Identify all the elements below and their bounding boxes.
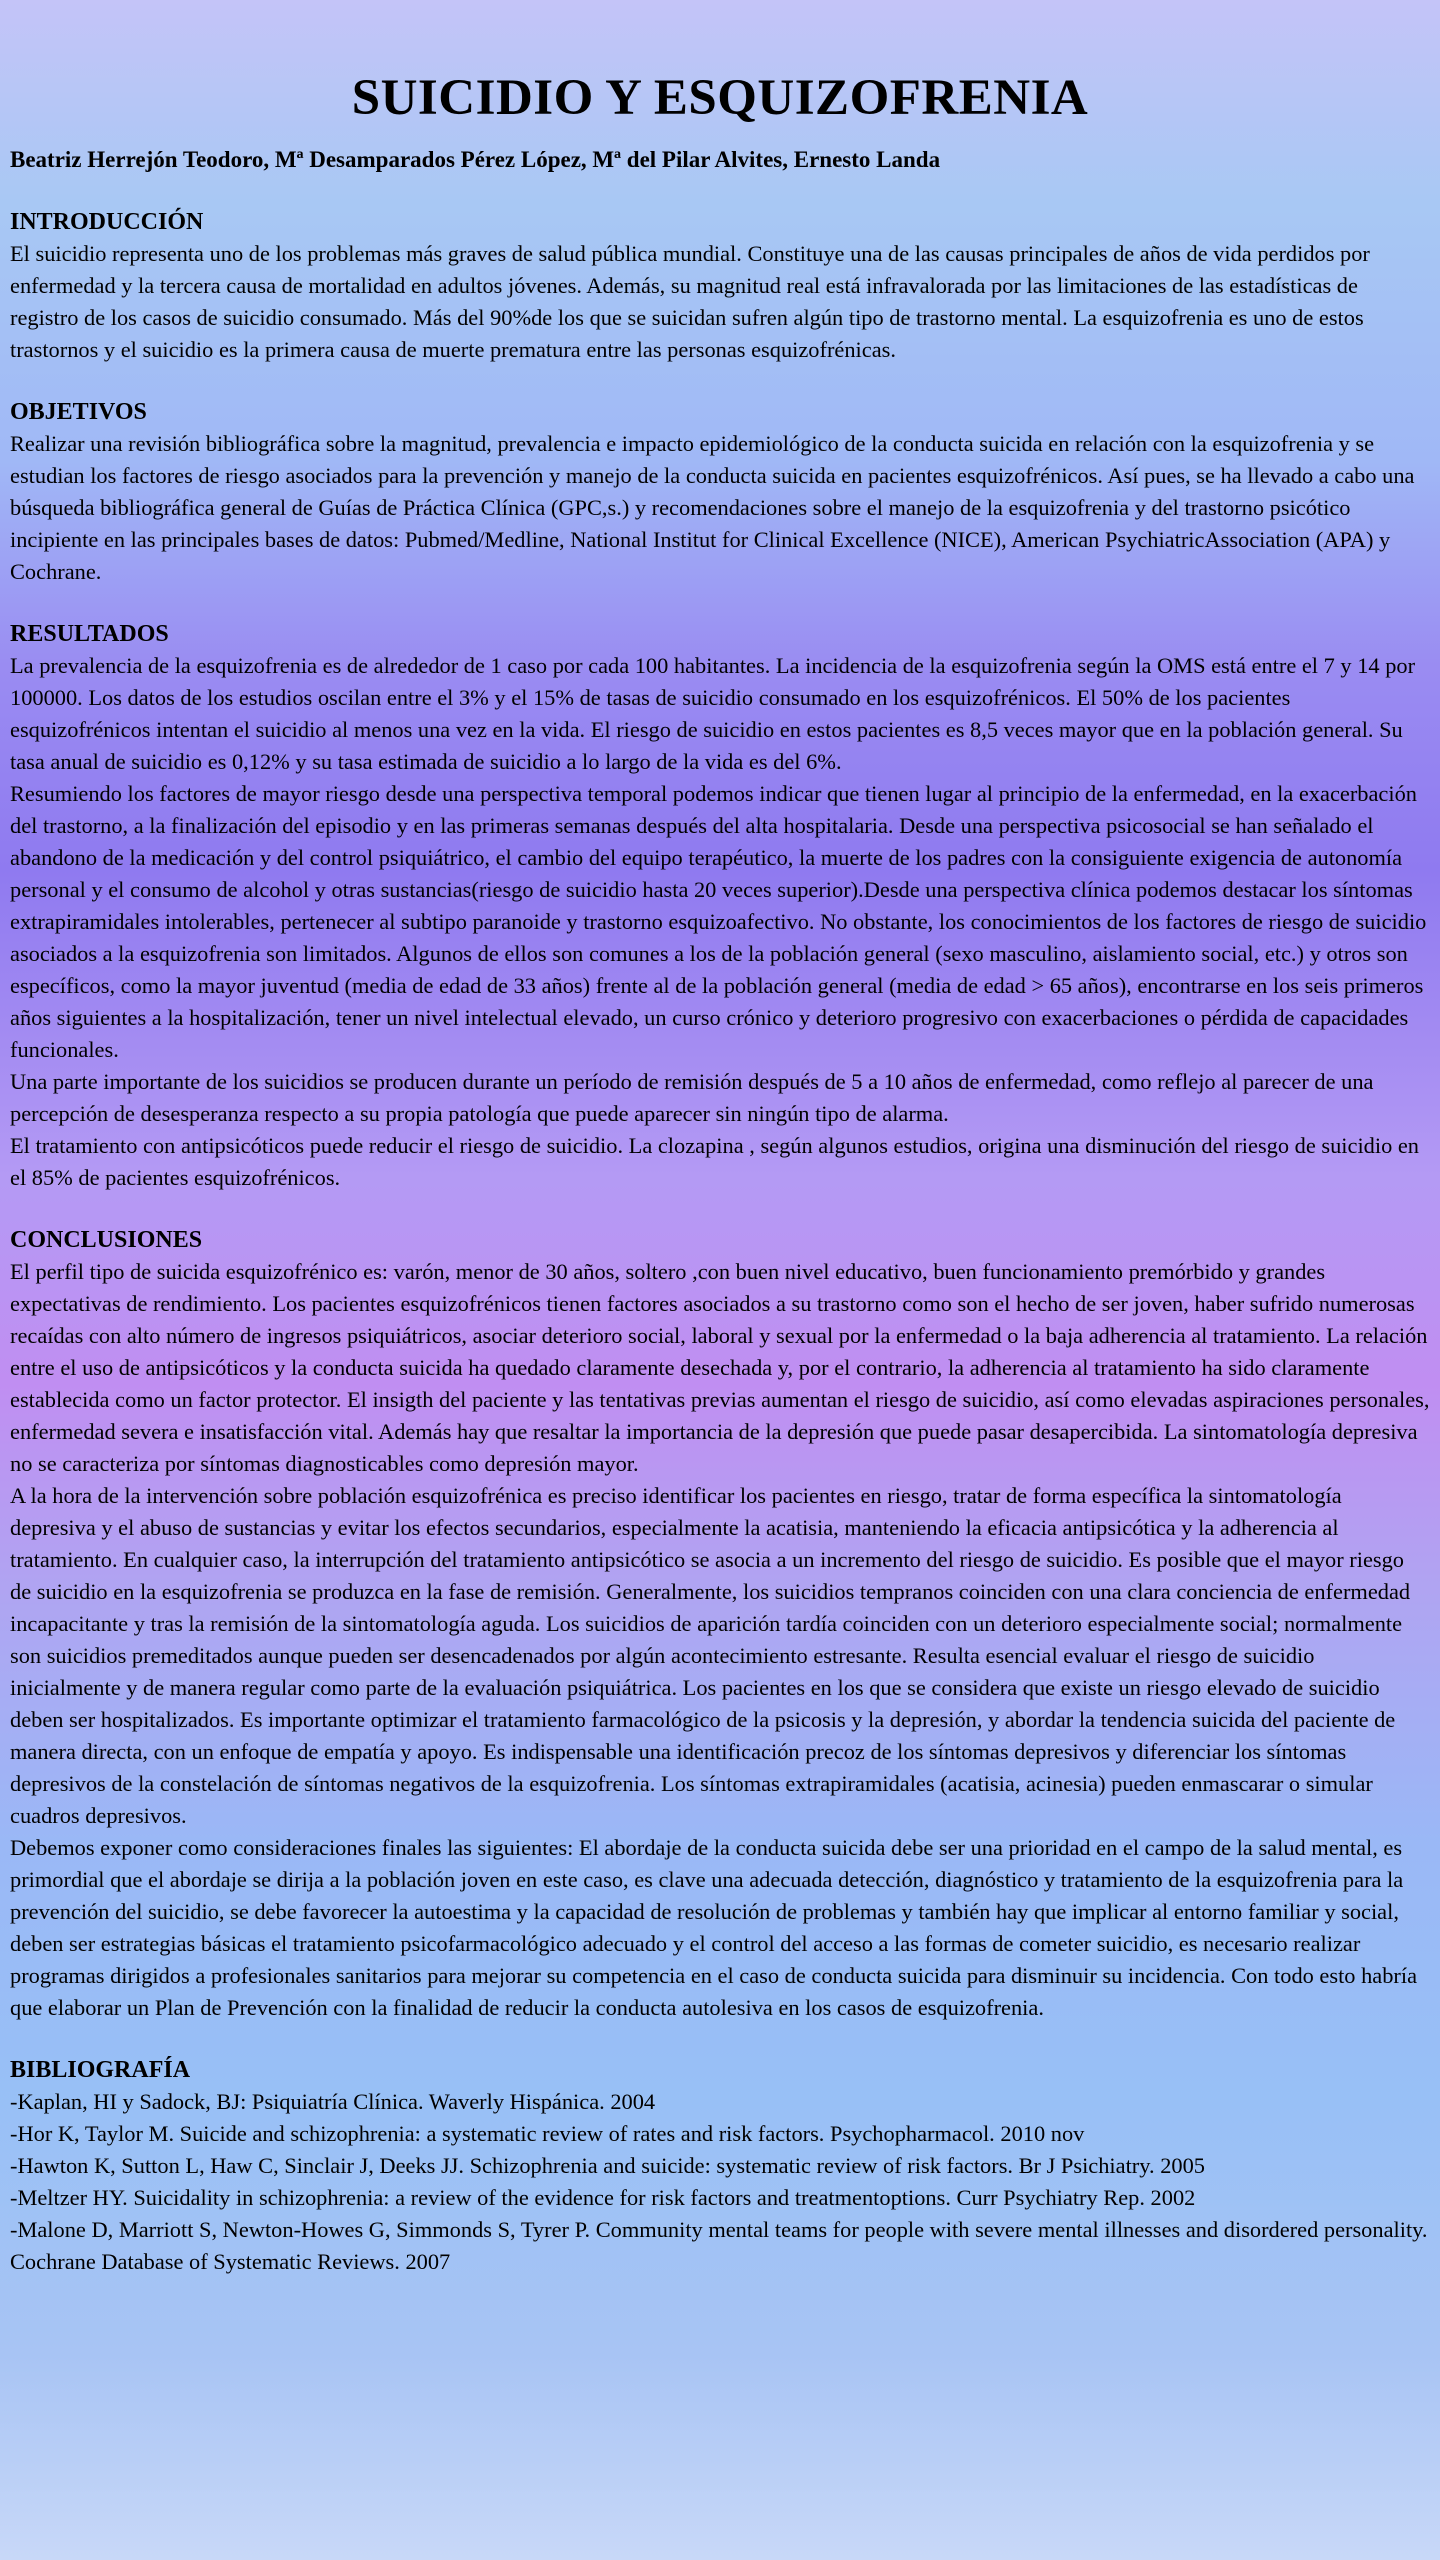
bibliography-entry: -Hor K, Taylor M. Suicide and schizophrenia: a systematic review of rates and risk factors. Psychopharmacol. 2010 nov bbox=[10, 2121, 1085, 2146]
bibliography-entry: -Kaplan, HI y Sadock, BJ: Psiquiatría Clínica. Waverly Hispánica. 2004 bbox=[10, 2089, 656, 2114]
conclusiones-paragraph: El perfil tipo de suicida esquizofrénico es: varón, menor de 30 años, soltero ,con buen nivel educativo, buen funcionamiento premórbido y grandes expectativas de rendimiento. Los pacientes esquizofrénicos tienen factores asociados a su trastorno como son el hecho de ser joven, haber sufrido numerosas recaídas con alto número de ingresos psiquiátricos, asociar deterioro social, laboral y sexual por la enfermedad o la baja adherencia al tratamiento. La relación entre el uso de antipsicóticos y la conducta suicida ha quedado claramente desechada y, por el contrario, la adherencia al tratamiento ha sido claramente establecida como un factor protector. El insigth del paciente y las tentativas previas aumentan el riesgo de suicidio, así como elevadas aspiraciones personales, enfermedad severa e insatisfacción vital. Además hay que resaltar la importancia de la depresión que puede pasar desapercibida. La sintomatología depresiva no se caracteriza por síntomas diagnosticables como depresión mayor. bbox=[10, 1259, 1430, 1476]
resultados-paragraph: Resumiendo los factores de mayor riesgo desde una perspectiva temporal podemos indicar que tienen lugar al principio de la enfermedad, en la exacerbación del trastorno, a la finalización del episodio y en las primeras semanas después del alta hospitalaria. Desde una perspectiva psicosocial se han señalado el abandono de la medicación y del control psiquiátrico, el cambio del equipo terapéutico, la muerte de los padres con la consiguiente exigencia de autonomía personal y el consumo de alcohol y otras sustancias(riesgo de suicidio hasta 20 veces superior).Desde una perspectiva clínica podemos destacar los síntomas extrapiramidales intolerables, pertenecer al subtipo paranoide y trastorno esquizoafectivo. No obstante, los conocimientos de los factores de riesgo de suicidio asociados a la esquizofrenia son limitados. Algunos de ellos son comunes a los de la población general (sexo masculino, aislamiento social, etc.) y otros son específicos, como la mayor juventud (media de edad de 33 años) frente al de la población general (media de edad > 65 años), encontrarse en los seis primeros años siguientes a la hospitalización, tener un nivel intelectual elevado, un curso crónico y deterioro progresivo con exacerbaciones o pérdida de capacidades funcionales. bbox=[10, 781, 1427, 1062]
conclusiones-paragraph: A la hora de la intervención sobre población esquizofrénica es preciso identificar los pacientes en riesgo, tratar de forma específica la sintomatología depresiva y el abuso de sustancias y evitar los efectos secundarios, especialmente la acatisia, manteniendo la eficacia antipsicótica y la adherencia al tratamiento. En cualquier caso, la interrupción del tratamiento antipsicótico se asocia a un incremento del riesgo de suicidio. Es posible que el mayor riesgo de suicidio en la esquizofrenia se produzca en la fase de remisión. Generalmente, los suicidios tempranos coinciden con una clara conciencia de enfermedad incapacitante y tras la remisión de la sintomatología aguda. Los suicidios de aparición tardía coinciden con un deterioro especialmente social; normalmente son suicidios premeditados aunque pueden ser desencadenados por algún acontecimiento estresante. Resulta esencial evaluar el riesgo de suicidio inicialmente y de manera regular como parte de la evaluación psiquiátrica. Los pacientes en los que se considera que existe un riesgo elevado de suicidio deben ser hospitalizados. Es importante optimizar el tratamiento farmacológico de la psicosis y la depresión, y abordar la tendencia suicida del paciente de manera directa, con un enfoque de empatía y apoyo. Es indispensable una identificación precoz de los síntomas depresivos y diferenciar los síntomas depresivos de la constelación de síntomas negativos de la esquizofrenia. Los síntomas extrapiramidales (acatisia, acinesia) pueden enmascarar o simular cuadros depresivos. bbox=[10, 1483, 1411, 1828]
objetivos-paragraph: Realizar una revisión bibliográfica sobre la magnitud, prevalencia e impacto epidemiológico de la conducta suicida en relación con la esquizofrenia y se estudian los factores de riesgo asociados para la prevención y manejo de la conducta suicida en pacientes esquizofrénicos. Así pues, se ha llevado a cabo una búsqueda bibliográfica general de Guías de Práctica Clínica (GPC,s.) y recomendaciones sobre el manejo de la esquizofrenia y del trastorno psicótico incipiente en las principales bases de datos: Pubmed/Medline, National Institut for Clinical Excellence (NICE), American PsychiatricAssociation (APA) y Cochrane. bbox=[10, 431, 1415, 584]
conclusiones-paragraph: Debemos exponer como consideraciones finales las siguientes: El abordaje de la conducta suicida debe ser una prioridad en el campo de la salud mental, es primordial que el abordaje se dirija a la población joven en este caso, es clave una adecuada detección, diagnóstico y tratamiento de la esquizofrenia para la prevención del suicidio, se debe favorecer la autoestima y la capacidad de resolución de problemas y también hay que implicar al entorno familiar y social, deben ser estrategias básicas el tratamiento psicofarmacológico adecuado y el control del acceso a las formas de cometer suicidio, es necesario realizar programas dirigidos a profesionales sanitarios para mejorar su competencia en el caso de conducta suicida para disminuir su incidencia. Con todo esto habría que elaborar un Plan de Prevención con la finalidad de reducir la conducta autolesiva en los casos de esquizofrenia. bbox=[10, 1835, 1418, 2020]
section-introduccion bbox=[10, 206, 1430, 366]
section-heading-bibliografia: BIBLIOGRAFÍA bbox=[10, 2057, 191, 2083]
bibliography-entry: -Meltzer HY. Suicidality in schizophrenia: a review of the evidence for risk factors and treatmentoptions. Curr Psychiatry Rep. 2002 bbox=[10, 2185, 1196, 2210]
section-resultados bbox=[10, 618, 1430, 1194]
bibliography-entry: -Malone D, Marriott S, Newton-Howes G, Simmonds S, Tyrer P. Community mental teams for people with severe mental illnesses and disordered personality. Cochrane Database of Systematic Reviews. 2007 bbox=[10, 2217, 1428, 2274]
section-heading-resultados: RESULTADOS bbox=[10, 621, 169, 647]
section-heading-introduccion: INTRODUCCIÓN bbox=[10, 209, 204, 235]
section-heading-conclusiones: CONCLUSIONES bbox=[10, 1227, 203, 1253]
section-bibliografia bbox=[10, 2054, 1430, 2278]
bibliography-entry: -Hawton K, Sutton L, Haw C, Sinclair J, Deeks JJ. Schizophrenia and suicide: systematic review of risk factors. Br J Psichiatry. 2005 bbox=[10, 2153, 1205, 2178]
section-objetivos bbox=[10, 396, 1430, 588]
resultados-paragraph: Una parte importante de los suicidios se producen durante un período de remisión después de 5 a 10 años de enfermedad, como reflejo al parecer de una percepción de desesperanza respecto a su propia patología que puede aparecer sin ningún tipo de alarma. bbox=[10, 1069, 1374, 1126]
introduccion-paragraph: El suicidio representa uno de los problemas más graves de salud pública mundial. Constituye una de las causas principales de años de vida perdidos por enfermedad y la tercera causa de mortalidad en adultos jóvenes. Además, su magnitud real está infravalorada por las limitaciones de las estadísticas de registro de los casos de suicidio consumado. Más del 90%de los que se suicidan sufren algún tipo de trastorno mental. La esquizofrenia es uno de estos trastornos y el suicidio es la primera causa de muerte prematura entre las personas esquizofrénicas. bbox=[10, 241, 1370, 362]
resultados-paragraph: El tratamiento con antipsicóticos puede reducir el riesgo de suicidio. La clozapina , según algunos estudios, origina una disminución del riesgo de suicidio en el 85% de pacientes esquizofrénicos. bbox=[10, 1133, 1420, 1190]
section-conclusiones bbox=[10, 1224, 1430, 2024]
authors-line: Beatriz Herrejón Teodoro, Mª Desamparados Pérez López, Mª del Pilar Alvites, Ernesto Landa bbox=[10, 147, 941, 172]
resultados-paragraph: La prevalencia de la esquizofrenia es de alrededor de 1 caso por cada 100 habitantes. La incidencia de la esquizofrenia según la OMS está entre el 7 y 14 por 100000. Los datos de los estudios oscilan entre el 3% y el 15% de tasas de suicidio consumado en los esquizofrénicos. El 50% de los pacientes esquizofrénicos intentan el suicidio al menos una vez en la vida. El riesgo de suicidio en estos pacientes es 8,5 veces mayor que en la población general. Su tasa anual de suicidio es 0,12% y su tasa estimada de suicidio a lo largo de la vida es del 6%. bbox=[10, 653, 1416, 774]
page-title: SUICIDIO Y ESQUIZOFRENIA bbox=[351, 70, 1089, 126]
section-heading-objetivos: OBJETIVOS bbox=[10, 399, 147, 425]
